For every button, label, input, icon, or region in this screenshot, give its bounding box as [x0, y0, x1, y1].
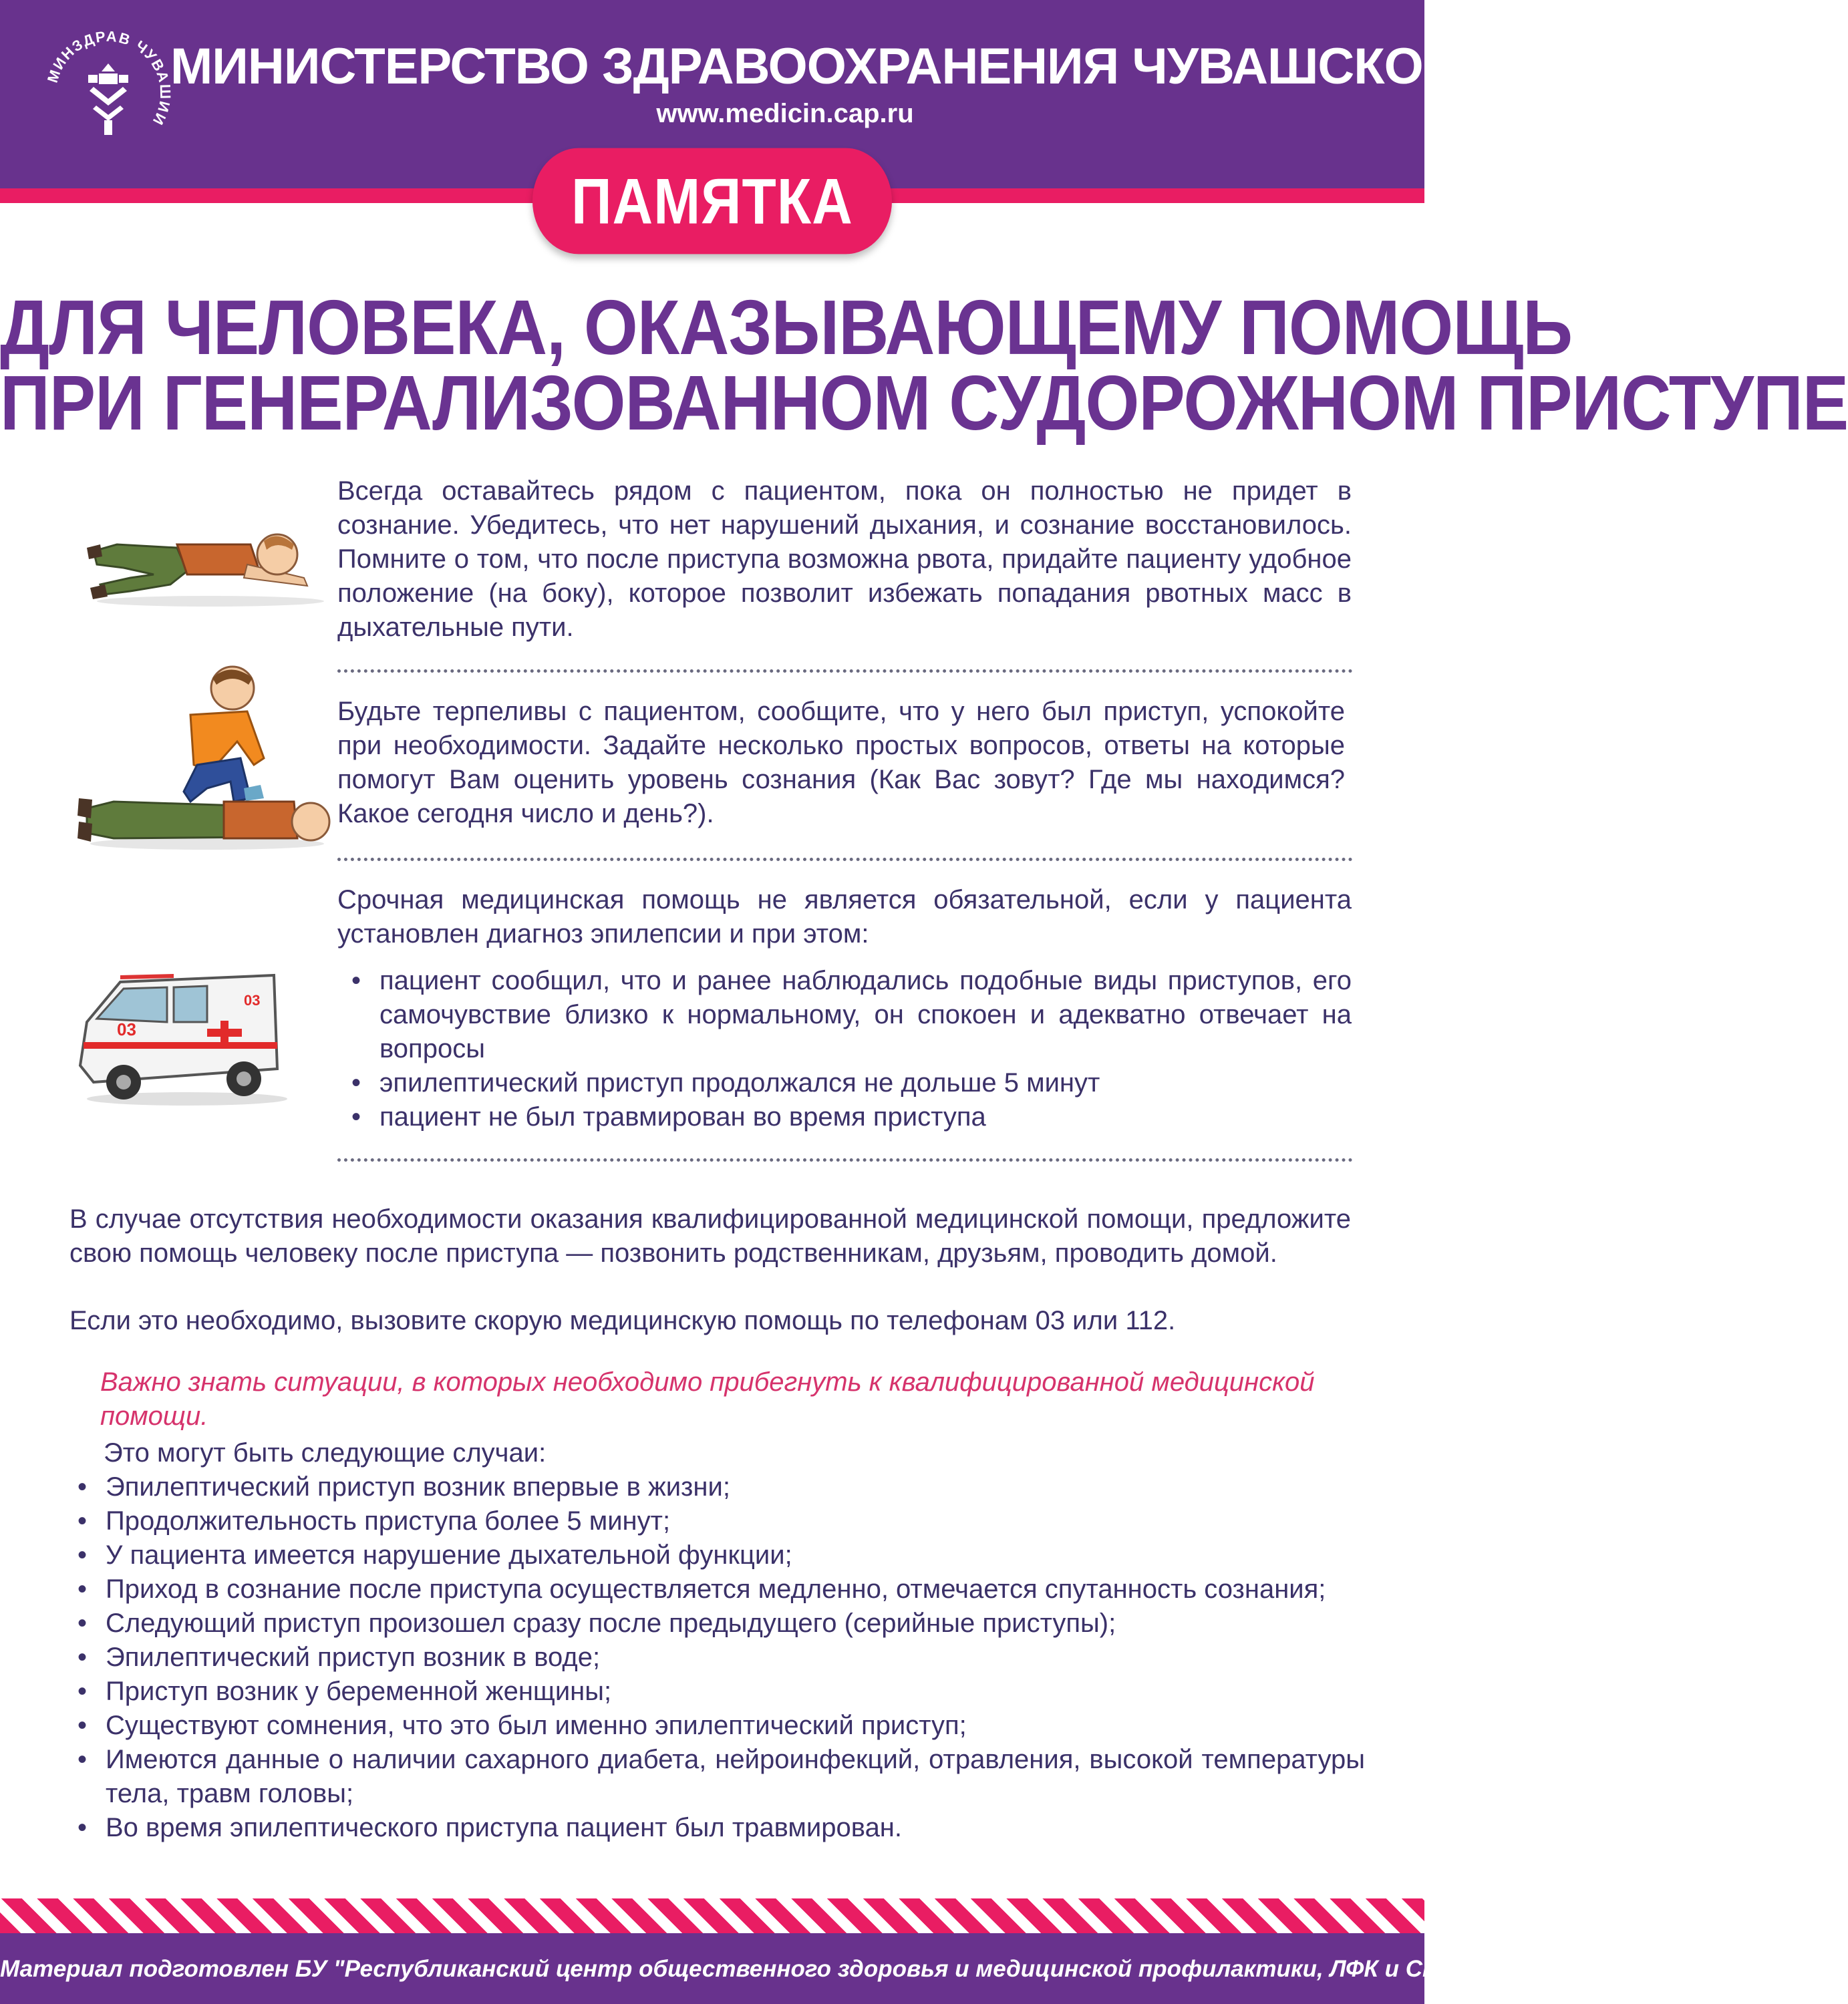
ambulance-number-rear: 03	[244, 992, 261, 1009]
website-url[interactable]: www.medicin.cap.ru	[656, 99, 914, 128]
important-intro: Это могут быть следующие случаи:	[104, 1438, 547, 1468]
list-item: • Приход в сознание после приступа осуществляется медленно, отмечается спутанность сознания;	[65, 1572, 1365, 1607]
body-paragraph-2: Если это необходимо, вызовите скорую медицинскую помощь по телефонам 03 или 112.	[69, 1306, 1176, 1335]
section-3-list	[339, 964, 1352, 1134]
list-item: • Эпилептический приступ возник в воде;	[65, 1641, 1365, 1675]
ministry-name: МИНИСТЕРСТВО ЗДРАВООХРАНЕНИЯ ЧУВАШСКОЙ РЕСПУБЛИКИ	[170, 38, 1813, 95]
list-item: • эпилептический приступ продолжался не дольше 5 минут	[339, 1066, 1352, 1100]
recovery-position-illustration	[77, 518, 327, 611]
dotted-divider	[337, 858, 1353, 861]
logo-text: МИНЗДРАВ ЧУВАШИИ	[43, 27, 174, 129]
list-item: • У пациента имеется нарушение дыхательной функции;	[65, 1538, 1365, 1572]
footer-stripes	[0, 1898, 1424, 1933]
memo-badge: ПАМЯТКА	[532, 148, 892, 255]
body-paragraph-1: В случае отсутствия необходимости оказания квалифицированной медицинской помощи, предложите свою помощь человеку после приступа — позвонить родственникам, друзьям, проводить домой.	[69, 1204, 1351, 1268]
list-item: • Эпилептический приступ возник впервые в жизни;	[65, 1470, 1365, 1504]
list-item: • Следующий приступ произошел сразу после предыдущего (серийные приступы);	[65, 1607, 1365, 1641]
list-item: • Имеются данные о наличии сахарного диабета, нейроинфекций, отравления, высокой температуры тела, травм головы;	[65, 1743, 1365, 1811]
ambulance-illustration	[73, 949, 287, 1109]
footer-credit: Материал подготовлен БУ "Республиканский центр общественного здоровья и медицинской профилактики, ЛФК и СМ"	[0, 1956, 1453, 1982]
important-list	[65, 1470, 1365, 1845]
page-title-line-1: ДЛЯ ЧЕЛОВЕКА, ОКАЗЫВАЮЩЕМУ ПОМОЩЬ	[0, 285, 1573, 371]
list-item: • Существуют сомнения, что это был именно эпилептический приступ;	[65, 1709, 1365, 1743]
important-heading: Важно знать ситуации, в которых необходимо прибегнуть к квалифицированной медицинской помощи.	[100, 1367, 1315, 1431]
list-item: • Продолжительность приступа более 5 минут;	[65, 1504, 1365, 1538]
ministry-logo	[41, 27, 175, 160]
dotted-divider	[337, 669, 1353, 673]
section-2-text: Будьте терпеливы с пациентом, сообщите, что у него был приступ, успокойте при необходимости. Задайте несколько простых вопросов, ответы на которые помогут Вам оценить уровень сознания (Как Вас зовут? Где мы находимся? Какое сегодня число и день?).	[337, 697, 1345, 828]
helper-with-patient-illustration	[73, 658, 331, 855]
dotted-divider	[337, 1158, 1353, 1162]
list-item: • пациент не был травмирован во время приступа	[339, 1100, 1352, 1134]
page-title-line-2: ПРИ ГЕНЕРАЛИЗОВАННОМ СУДОРОЖНОМ ПРИСТУПЕ	[0, 360, 1848, 447]
ambulance-number-side: 03	[117, 1019, 136, 1039]
section-3-intro: Срочная медицинская помощь не является обязательной, если у пациента установлен диагноз эпилепсии и при этом:	[337, 885, 1352, 949]
list-item: • Во время эпилептического приступа пациент был травмирован.	[65, 1811, 1365, 1845]
section-1-text: Всегда оставайтесь рядом с пациентом, пока он полностью не придет в сознание. Убедитесь, что нет нарушений дыхания, и сознание восстановилось. Помните о том, что после приступа возможна рвота, придайте пациенту удобное положение (на боку), которое позволит избежать попадания рвотных масс в дыхательные пути.	[337, 476, 1352, 642]
list-item: • пациент сообщил, что и ранее наблюдались подобные виды приступов, его самочувствие близко к нормальному, он спокоен и адекватно отвечает на вопросы	[339, 964, 1352, 1066]
list-item: • Приступ возник у беременной женщины;	[65, 1675, 1365, 1709]
